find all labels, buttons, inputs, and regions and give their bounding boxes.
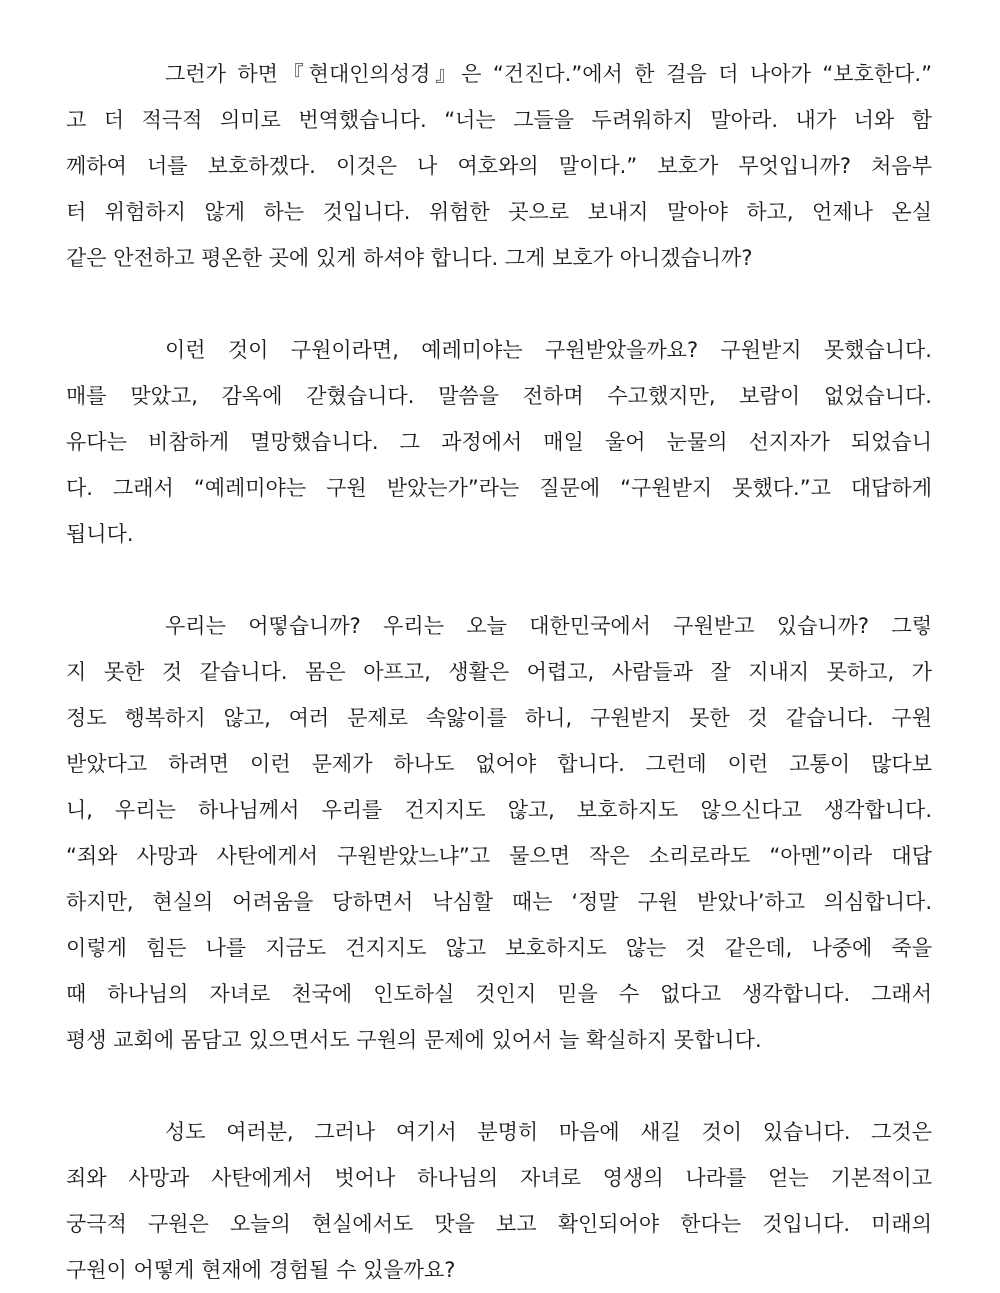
- text-line: 죄와 사망과 사탄에게서 벗어나 하나님의 자녀로 영생의 나라를 얻는 기본적이고: [66, 1166, 932, 1190]
- text-line: 이런 것이 구원이라면, 예레미야는 구원받았을까요? 구원받지 못했습니다.: [165, 338, 932, 362]
- text-line: 받았다고 하려면 이런 문제가 하나도 없어야 합니다. 그런데 이런 고통이 많다보: [66, 752, 932, 776]
- text-line: 그런가 하면『현대인의성경』은 “건진다.”에서 한 걸음 더 나아가 “보호한다.”: [165, 62, 932, 86]
- text-line: 터 위험하지 않게 하는 것입니다. 위험한 곳으로 보내지 말아야 하고, 언제나 온실: [66, 200, 932, 224]
- text-line: 궁극적 구원은 오늘의 현실에서도 맛을 보고 확인되어야 한다는 것입니다. 미래의: [66, 1212, 932, 1236]
- text-line: 평생 교회에 몸담고 있으면서도 구원의 문제에 있어서 늘 확실하지 못합니다.: [66, 1028, 762, 1052]
- text-line: 이렇게 힘든 나를 지금도 건지지도 않고 보호하지도 않는 것 같은데, 나중에 죽을: [66, 936, 932, 960]
- paragraph-1: [66, 51, 932, 281]
- text-line: 유다는 비참하게 멸망했습니다. 그 과정에서 매일 울어 눈물의 선지자가 되었습니: [66, 430, 932, 454]
- text-line: 구원이 어떻게 현재에 경험될 수 있을까요?: [66, 1258, 456, 1282]
- text-line: 하지만, 현실의 어려움을 당하면서 낙심할 때는 ‘정말 구원 받았나’하고 의심합니다.: [66, 890, 932, 914]
- text-line: 다. 그래서 “예레미야는 구원 받았는가”라는 질문에 “구원받지 못했다.”고 대답하게: [66, 476, 932, 500]
- text-line: 고 더 적극적 의미로 번역했습니다. “너는 그들을 두려워하지 말아라. 내가 너와 함: [66, 108, 932, 132]
- paragraph-2: [66, 327, 932, 557]
- text-line: 매를 맞았고, 감옥에 갇혔습니다. 말씀을 전하며 수고했지만, 보람이 없었습니다.: [66, 384, 932, 408]
- text-line: 성도 여러분, 그러나 여기서 분명히 마음에 새길 것이 있습니다. 그것은: [165, 1120, 932, 1144]
- text-line: 니, 우리는 하나님께서 우리를 건지지도 않고, 보호하지도 않으신다고 생각합니다.: [66, 798, 932, 822]
- text-line: 우리는 어떻습니까? 우리는 오늘 대한민국에서 구원받고 있습니까? 그렇: [165, 614, 932, 638]
- text-line: 지 못한 것 같습니다. 몸은 아프고, 생활은 어렵고, 사람들과 잘 지내지 못하고, 가: [66, 660, 932, 684]
- text-line: 됩니다.: [66, 522, 134, 546]
- paragraph-4: [66, 1109, 932, 1293]
- document-page: [66, 51, 932, 1293]
- paragraph-3: [66, 603, 932, 1063]
- text-line: 정도 행복하지 않고, 여러 문제로 속앓이를 하니, 구원받지 못한 것 같습니다. 구원: [66, 706, 932, 730]
- text-line: 때 하나님의 자녀로 천국에 인도하실 것인지 믿을 수 없다고 생각합니다. 그래서: [66, 982, 932, 1006]
- text-line: 께하여 너를 보호하겠다. 이것은 나 여호와의 말이다.” 보호가 무엇입니까? 처음부: [66, 154, 932, 178]
- text-line: “죄와 사망과 사탄에게서 구원받았느냐”고 물으면 작은 소리로라도 “아멘”이라 대답: [66, 844, 932, 868]
- text-line: 같은 안전하고 평온한 곳에 있게 하셔야 합니다. 그게 보호가 아니겠습니까?: [66, 246, 753, 270]
